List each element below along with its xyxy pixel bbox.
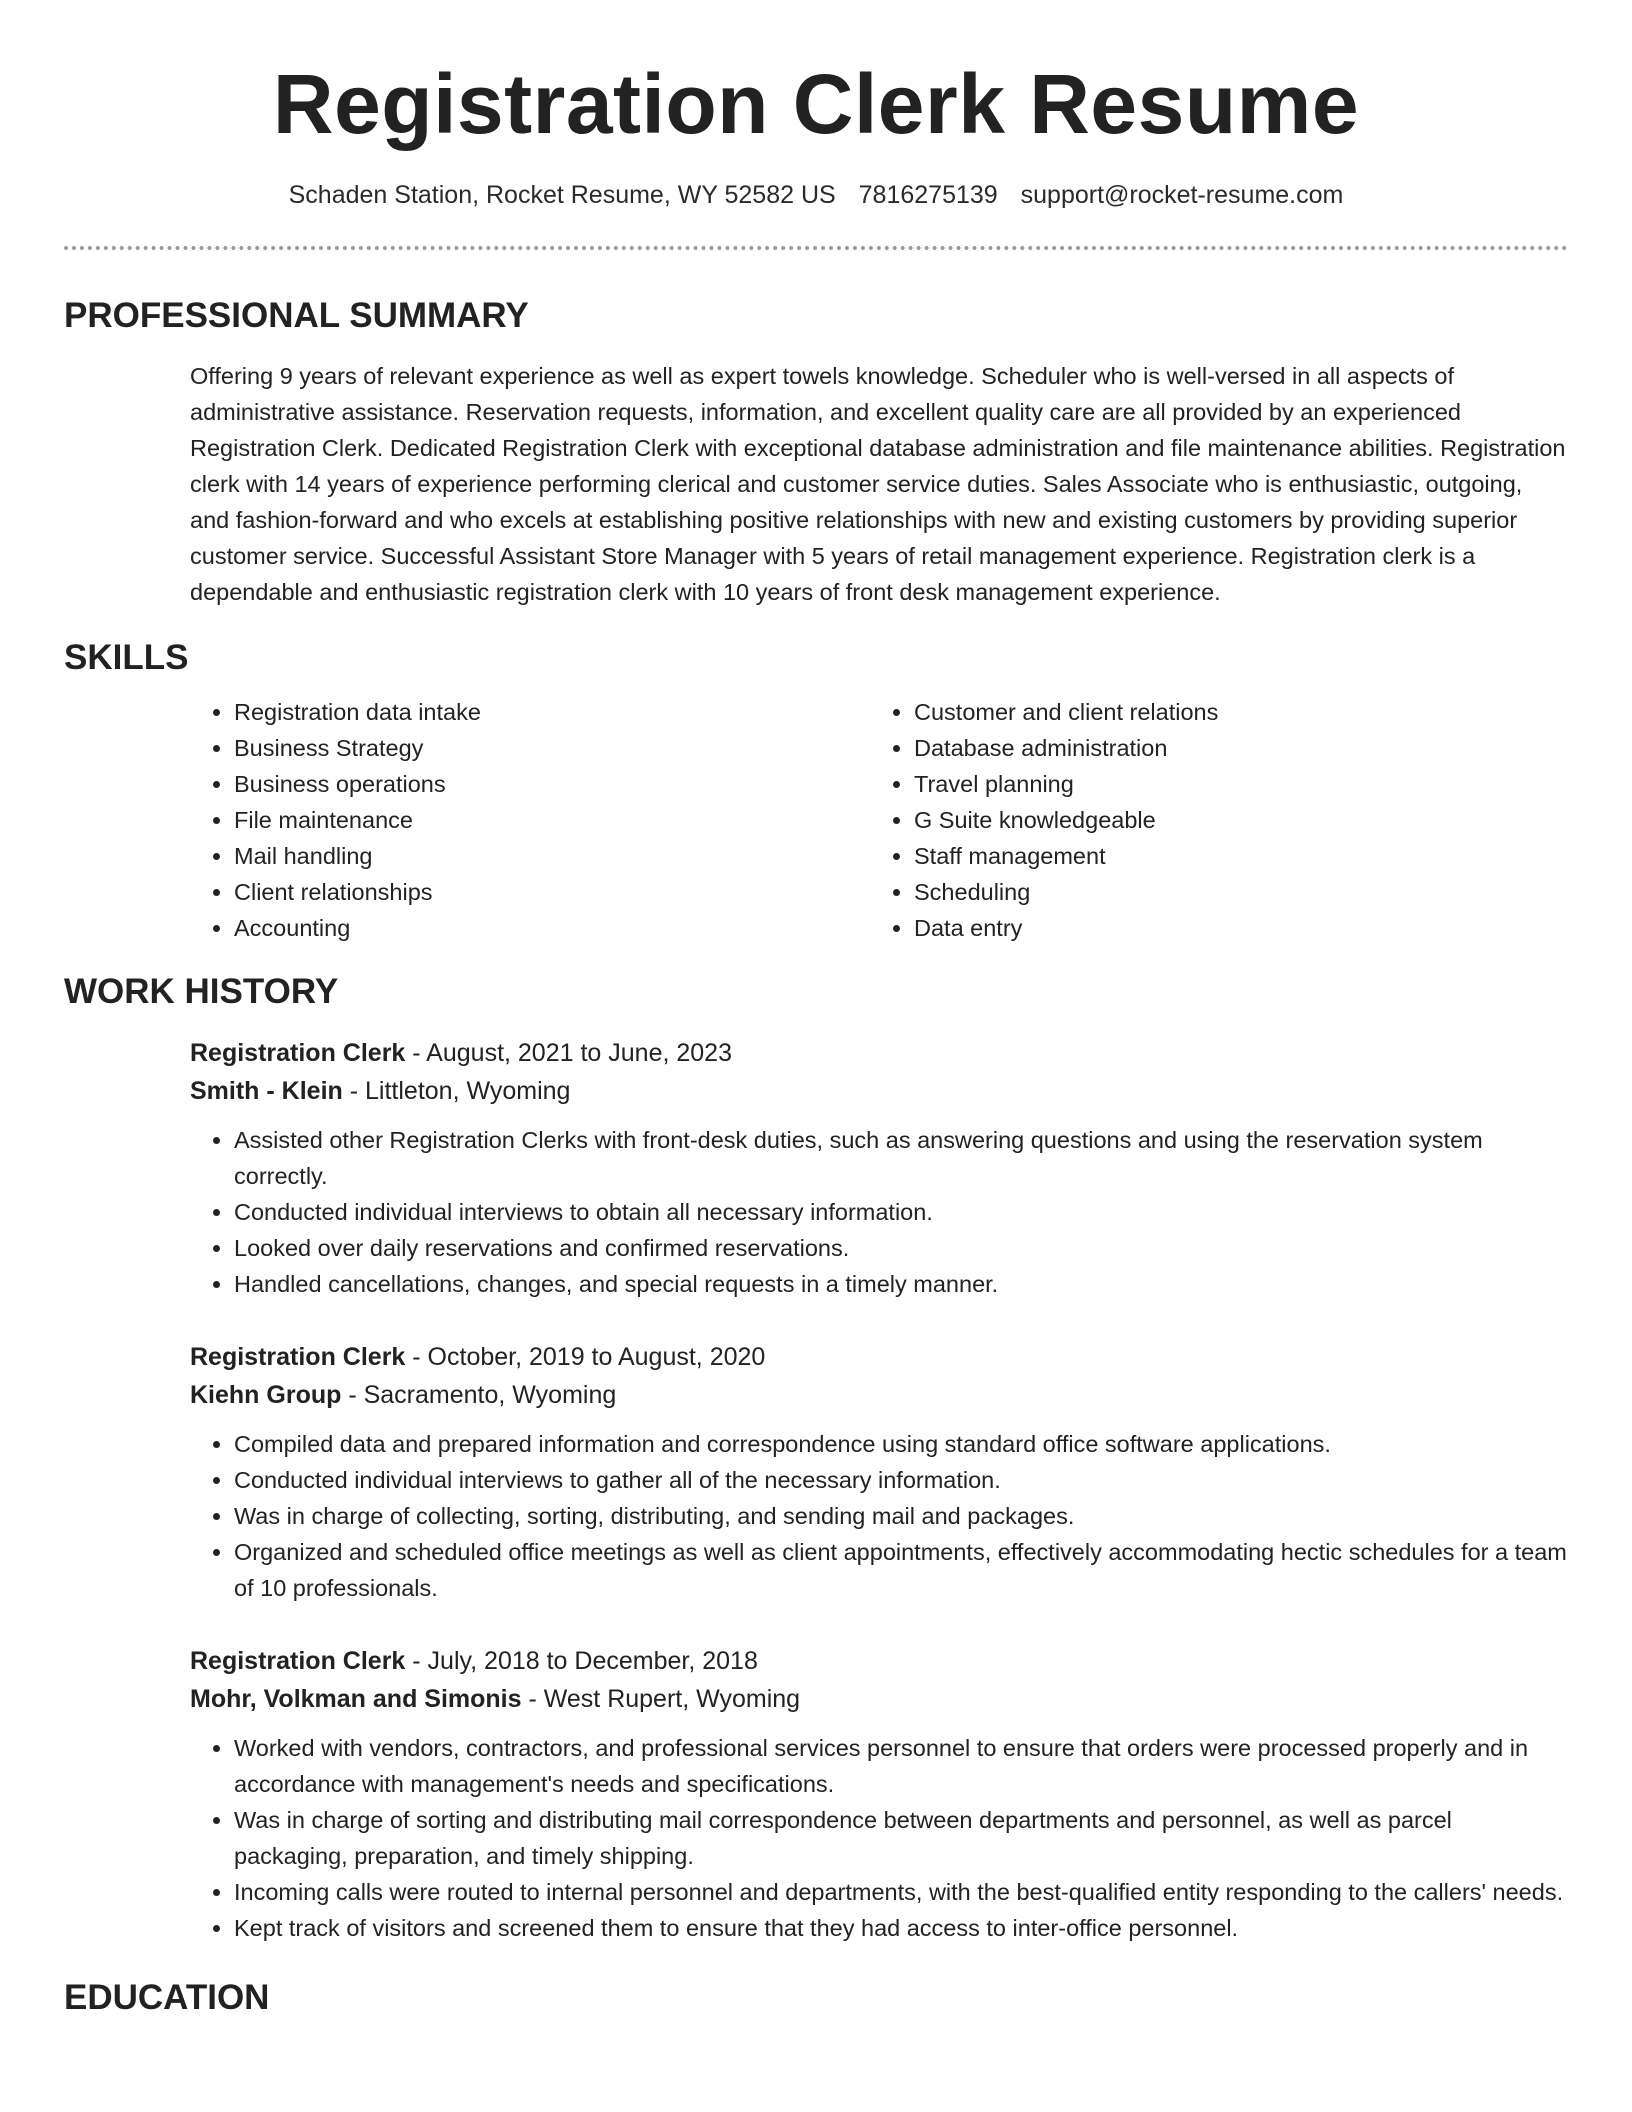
section-heading-work-history: WORK HISTORY bbox=[64, 972, 339, 1011]
skill-item: • Staff management bbox=[914, 838, 1550, 874]
job-entry bbox=[190, 1338, 1568, 1606]
header-divider bbox=[64, 246, 1568, 250]
job-bullets bbox=[190, 1426, 1568, 1606]
job-bullet: • Assisted other Registration Clerks with front-desk duties, such as answering questions and using the reservation system correctly. bbox=[234, 1122, 1568, 1194]
job-company: Mohr, Volkman and Simonis bbox=[190, 1685, 522, 1713]
job-title: Registration Clerk bbox=[190, 1647, 406, 1675]
skill-item: • Business Strategy bbox=[234, 730, 870, 766]
summary-text: Offering 9 years of relevant experience as well as expert towels knowledge. Scheduler who is well-versed in all aspects of administrative assistance. Reservation requests, information, and excellent quality care are all provided by an experienced Registration Clerk. Dedicated Registration Clerk with exceptional database administration and file maintenance abilities. Registration clerk with 14 years of experience performing clerical and customer service duties. Sales Associate who is enthusiastic, outgoing, and fashion-forward and who excels at establishing positive relationships with new and existing customers by providing superior customer service. Successful Assistant Store Manager with 5 years of retail management experience. Registration clerk is a dependable and enthusiastic registration clerk with 10 years of front desk management experience. bbox=[190, 363, 1566, 605]
job-entry bbox=[190, 1034, 1568, 1302]
skill-item: • G Suite knowledgeable bbox=[914, 802, 1550, 838]
job-title-line bbox=[190, 1338, 1568, 1376]
skill-item: • Travel planning bbox=[914, 766, 1550, 802]
job-bullet: • Kept track of visitors and screened them to ensure that they had access to inter-office personnel. bbox=[234, 1910, 1568, 1946]
job-bullet: • Compiled data and prepared information and correspondence using standard office software applications. bbox=[234, 1426, 1568, 1462]
contact-address: Schaden Station, Rocket Resume, WY 52582 US bbox=[288, 181, 836, 209]
job-location: - Littleton, Wyoming bbox=[342, 1077, 571, 1105]
section-heading-skills: SKILLS bbox=[64, 638, 189, 677]
job-dates: - October, 2019 to August, 2020 bbox=[405, 1343, 766, 1371]
job-bullet: • Handled cancellations, changes, and special requests in a timely manner. bbox=[234, 1266, 1568, 1302]
job-title: Registration Clerk bbox=[190, 1039, 406, 1067]
job-company: Smith - Klein bbox=[190, 1077, 343, 1105]
job-bullet: • Looked over daily reservations and confirmed reservations. bbox=[234, 1230, 1568, 1266]
skill-item: • Mail handling bbox=[234, 838, 870, 874]
skills-list bbox=[190, 694, 1568, 946]
skill-item: • Business operations bbox=[234, 766, 870, 802]
job-title-line bbox=[190, 1034, 1568, 1072]
section-heading-summary: PROFESSIONAL SUMMARY bbox=[64, 296, 529, 335]
job-bullet: • Organized and scheduled office meetings as well as client appointments, effectively accommodating hectic schedules for a team of 10 professionals. bbox=[234, 1534, 1568, 1606]
skill-item: • Data entry bbox=[914, 910, 1550, 946]
job-bullets bbox=[190, 1730, 1568, 1946]
job-title-line bbox=[190, 1642, 1568, 1680]
skill-item: • Scheduling bbox=[914, 874, 1550, 910]
skill-item: • Client relationships bbox=[234, 874, 870, 910]
skill-item: • Customer and client relations bbox=[914, 694, 1550, 730]
job-title: Registration Clerk bbox=[190, 1343, 406, 1371]
job-company-line bbox=[190, 1376, 1568, 1414]
job-bullet: • Conducted individual interviews to obtain all necessary information. bbox=[234, 1194, 1568, 1230]
job-location: - West Rupert, Wyoming bbox=[521, 1685, 801, 1713]
job-company: Kiehn Group bbox=[190, 1381, 342, 1409]
job-dates: - August, 2021 to June, 2023 bbox=[405, 1039, 732, 1067]
job-bullet: • Was in charge of collecting, sorting, distributing, and sending mail and packages. bbox=[234, 1498, 1568, 1534]
job-bullet: • Worked with vendors, contractors, and professional services personnel to ensure that orders were processed properly and in accordance with management's needs and specifications. bbox=[234, 1730, 1568, 1802]
job-company-line bbox=[190, 1680, 1568, 1718]
skill-item: • File maintenance bbox=[234, 802, 870, 838]
contact-email: support@rocket-resume.com bbox=[1020, 181, 1344, 209]
skills-column-right bbox=[870, 694, 1550, 946]
job-location: - Sacramento, Wyoming bbox=[341, 1381, 617, 1409]
contact-phone: 7816275139 bbox=[858, 181, 998, 209]
job-company-line bbox=[190, 1072, 1568, 1110]
skill-item: • Database administration bbox=[914, 730, 1550, 766]
job-bullet: • Conducted individual interviews to gather all of the necessary information. bbox=[234, 1462, 1568, 1498]
skills-column-left bbox=[190, 694, 870, 946]
job-bullet: • Was in charge of sorting and distributing mail correspondence between departments and personnel, as well as parcel packaging, preparation, and timely shipping. bbox=[234, 1802, 1568, 1874]
skill-item: • Registration data intake bbox=[234, 694, 870, 730]
job-bullets bbox=[190, 1122, 1568, 1302]
section-heading-education: EDUCATION bbox=[64, 1978, 270, 2017]
job-entry bbox=[190, 1642, 1568, 1946]
skill-item: • Accounting bbox=[234, 910, 870, 946]
resume-title: Registration Clerk Resume bbox=[272, 57, 1360, 151]
contact-line bbox=[64, 178, 1568, 212]
job-bullet: • Incoming calls were routed to internal personnel and departments, with the best-qualified entity responding to the callers' needs. bbox=[234, 1874, 1568, 1910]
job-dates: - July, 2018 to December, 2018 bbox=[405, 1647, 758, 1675]
